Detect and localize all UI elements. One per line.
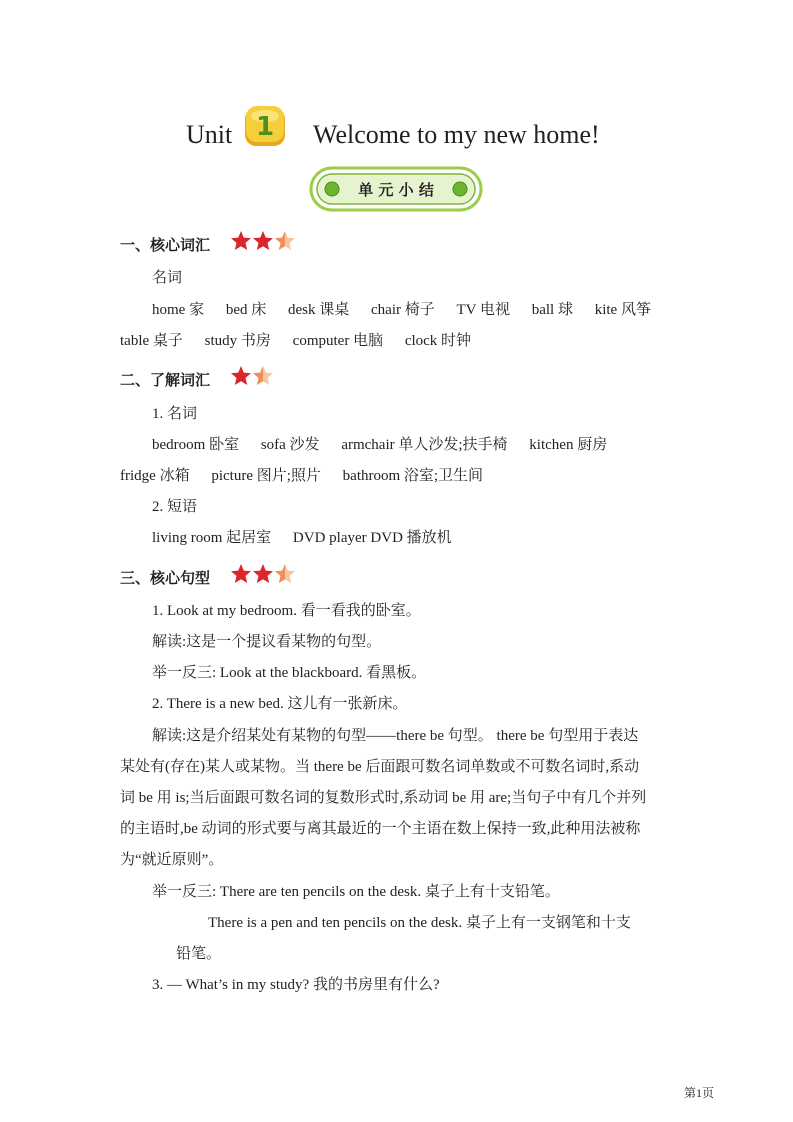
sentence-2-note: 的主语时,be 动词的形式要与离其最近的一个主语在数上保持一致,此种用法被称 [120, 821, 641, 837]
sentence-2-note: 某处有(存在)某人或某物。当 there be 后面跟可数名词单数或不可数名词时,系动 [120, 759, 640, 775]
vocab-item: bed 床 [225, 302, 267, 318]
sentence-2-example: 举一反三: There are ten pencils on the desk. 桌子上有十支铅笔。 [152, 884, 560, 900]
unit-number: 1 [255, 112, 275, 142]
section-heading-know-vocab: 二、了解词汇 [120, 371, 211, 389]
vocab-item: picture 图片;照片 [211, 468, 321, 484]
vocab-item: TV 电视 [456, 302, 510, 318]
noun-label: 名词 [152, 270, 183, 286]
unit-number-badge [243, 104, 287, 148]
vocab-item: table 桌子 [120, 333, 183, 349]
sentence-2-example: There is a pen and ten pencils on the desk. 桌子上有一支钢笔和十支 [208, 915, 631, 931]
sentence-2-note: 为“就近原则”。 [120, 852, 224, 868]
sentence-1-example: 举一反三: Look at the blackboard. 看黑板。 [152, 665, 427, 681]
page-number: 第1页 [684, 1086, 715, 1100]
rating-stars-icon [230, 562, 300, 586]
sentence-2-example: 铅笔。 [176, 946, 222, 962]
section-heading-core-sentences: 三、核心句型 [120, 569, 211, 587]
sentence-2: 2. There is a new bed. 这儿有一张新床。 [152, 696, 408, 712]
summary-label: 单 元 小 结 [358, 181, 434, 199]
vocab-line [120, 331, 471, 351]
vocab-item: sofa 沙发 [260, 437, 320, 453]
vocab-item: chair 椅子 [371, 302, 435, 318]
sub-heading: 1. 名词 [152, 406, 198, 422]
vocab-item: armchair 单人沙发;扶手椅 [341, 437, 508, 453]
sentence-3: 3. — What’s in my study? 我的书房里有什么? [152, 977, 440, 993]
vocab-item: home 家 [152, 302, 205, 318]
vocab-item: fridge 冰箱 [120, 468, 190, 484]
unit-summary-banner [309, 166, 483, 212]
section-heading-core-vocab: 一、核心词汇 [120, 236, 211, 254]
vocab-line [152, 300, 651, 320]
vocab-item: ball 球 [531, 302, 573, 318]
vocab-item: clock 时钟 [404, 333, 472, 349]
vocab-item: living room 起居室 [152, 530, 272, 546]
sentence-1-note: 解读:这是一个提议看某物的句型。 [152, 634, 382, 650]
sentence-1: 1. Look at my bedroom. 看一看我的卧室。 [152, 603, 421, 619]
unit-label: Unit [186, 120, 233, 149]
unit-title: Welcome to my new home! [313, 120, 600, 149]
sentence-2-note: 词 be 用 is;当后面跟可数名词的复数形式时,系动词 be 用 are;当句子中有几个并列 [120, 790, 647, 806]
vocab-item: DVD player DVD 播放机 [292, 530, 452, 546]
vocab-item: bedroom 卧室 [152, 437, 240, 453]
vocab-item: study 书房 [204, 333, 271, 349]
vocab-item: bathroom 浴室;卫生间 [342, 468, 484, 484]
sentence-2-note: 解读:这是介绍某处有某物的句型——there be 句型。 there be 句型用于表达 [152, 728, 639, 744]
sub-heading: 2. 短语 [152, 499, 198, 515]
rating-stars-icon [230, 364, 278, 388]
vocab-item: computer 电脑 [292, 333, 384, 349]
vocab-item: kitchen 厨房 [529, 437, 608, 453]
vocab-item: kite 风筝 [594, 302, 651, 318]
unit-title-row [0, 102, 793, 162]
vocab-line [152, 528, 452, 548]
vocab-item: desk 课桌 [288, 302, 350, 318]
vocab-line [152, 435, 607, 455]
vocab-line [120, 466, 483, 486]
rating-stars-icon [230, 229, 300, 253]
